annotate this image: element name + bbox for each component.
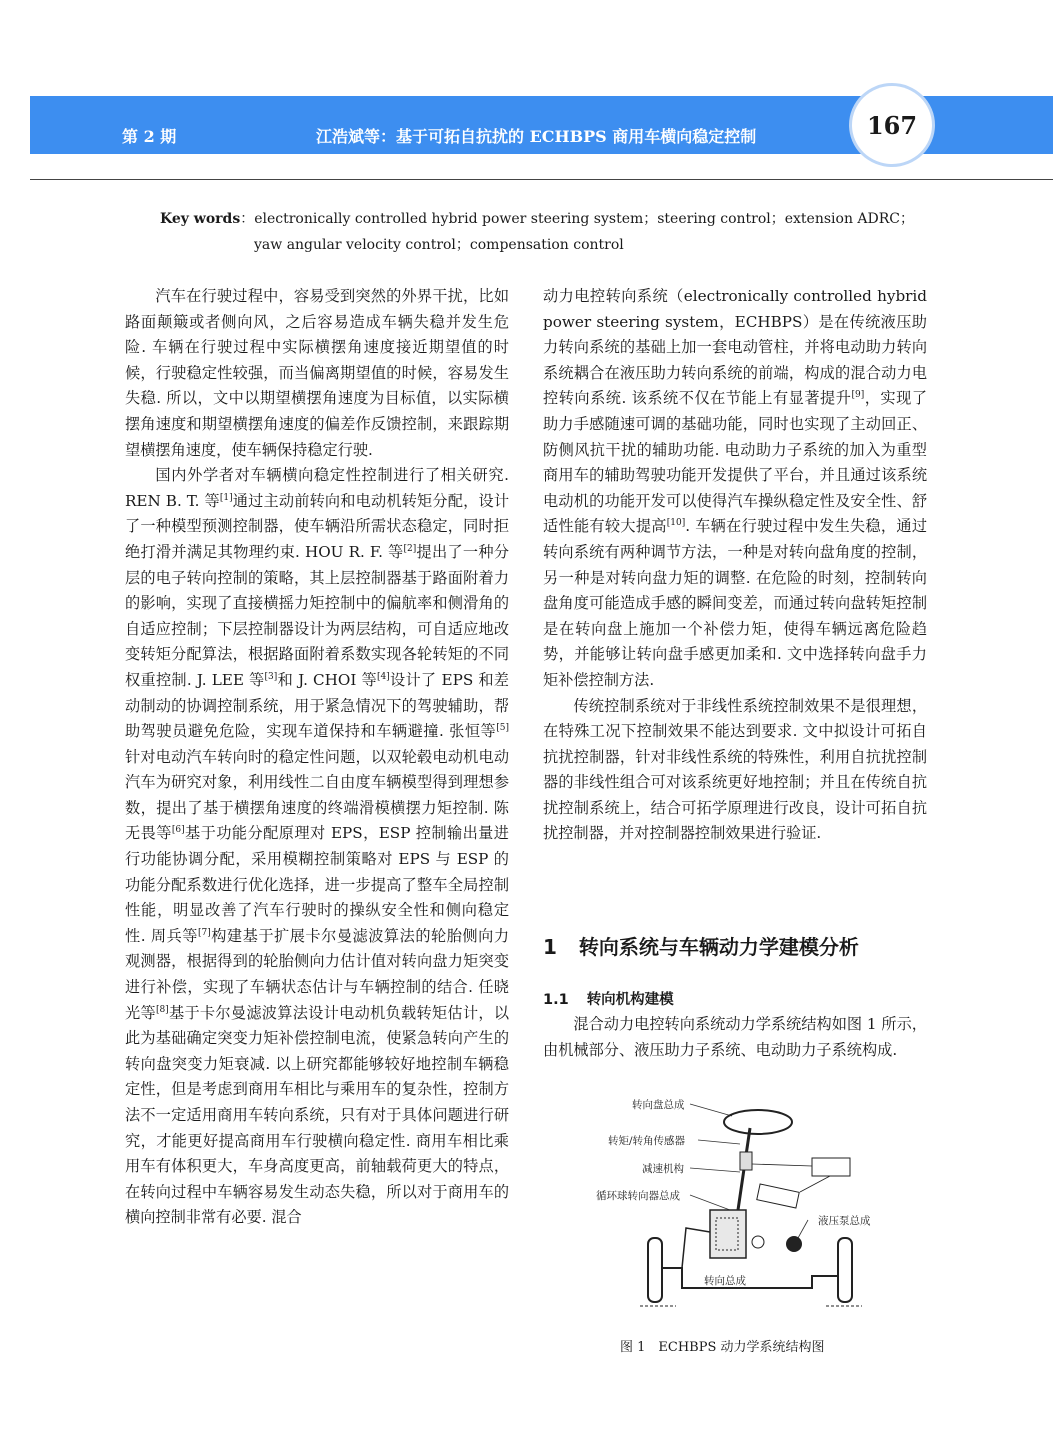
section-title: 转向系统与车辆动力学建模分析: [578, 935, 859, 959]
subsection-title: 转向机构建模: [586, 992, 674, 1008]
left-column: [125, 284, 509, 1231]
sensor-block: [740, 1152, 752, 1170]
label-gear: 循环球转向器总成: [596, 1190, 680, 1202]
signal-line: [800, 1176, 830, 1192]
tie-rod: [662, 1268, 838, 1288]
keywords-line2: yaw angular velocity control；compensation control: [254, 237, 624, 253]
citation[interactable]: [2]: [403, 543, 417, 554]
section-number: 1: [543, 935, 557, 959]
pitman-arm: [682, 1228, 710, 1268]
pump-shape: [786, 1236, 802, 1252]
label-pump: 液压泵总成: [818, 1215, 871, 1227]
citation[interactable]: [8]: [155, 1004, 169, 1015]
section-heading: [543, 931, 859, 960]
text-run: 和 J. CHOI 等: [277, 670, 377, 689]
text-run: 基于功能分配原理对 EPS，ESP 控制输出量进行功能协调分配，采用模糊控制策略对 EPS 与 ESP 的功能分配系数进行优化选择，进一步提高了整车全局控制性能，明显改善了汽车行驶时的操纵安全性和侧向稳定性. 周兵等: [125, 824, 509, 945]
system-diagram: [590, 1092, 890, 1324]
right-column: [543, 284, 927, 847]
text-run: 提出了一种分层的电子转向控制的策略，其上层控制器基于路面附着力的影响，实现了直接横摇力矩控制中的偏航率和侧滑角的自适应控制；下层控制器设计为两层结构，可自适应地改变转矩分配算法，根据路面附着系数实现各轮转矩的不同权重控制. J. LEE 等: [125, 542, 510, 689]
text-run: 设计了 EPS 和差动制动的协调控制系统，用于紧急情况下的驾驶辅助，帮助驾驶员避免危险，实现车道保持和车辆避撞. 张恒等: [125, 670, 509, 741]
citation[interactable]: [1]: [219, 492, 233, 503]
text-run: ，实现了助力手感随速可调的基础功能，同时也实现了主动回正、防侧风抗干扰的辅助功能. 电动助力子系统的加入为重型商用车的辅助驾驶功能开发提供了平台，并且通过该系统电动机的功能开发可以使得汽车操纵稳定性及安全性、舒适性能有较大提高: [543, 389, 927, 536]
issue-label: 第 2 期: [122, 127, 177, 146]
subsection-heading: [543, 988, 674, 1009]
figure-caption: 图 1 ECHBPS 动力学系统结构图: [620, 1340, 825, 1355]
citation[interactable]: [7]: [197, 927, 211, 938]
motor-box: [757, 1184, 799, 1208]
citation[interactable]: [3]: [264, 671, 278, 682]
leader-lines: [690, 1104, 808, 1238]
paragraph: [125, 463, 509, 1231]
header-rule: [30, 179, 1053, 180]
ecu-box: [812, 1158, 850, 1176]
text-run: . 车辆在行驶过程中发生失稳，通过转向系统有两种调节方法，一种是对转向盘角度的控制，另一种是对转向盘力矩的调整. 在危险的时刻，控制转向盘角度可能造成手感的瞬间变差，而通过转向盘转矩控制是在转向盘上施加一个补偿力矩，使得车辆远离危险趋势，并能够让转向盘手感更加柔和. 文中选择转向盘手力矩补偿控制方法.: [543, 517, 928, 689]
label-steering-wheel: 转向盘总成: [632, 1099, 685, 1111]
text-run: 基于卡尔曼滤波算法设计电动机负载转矩估计，以此为基础确定突变力矩补偿控制电流，使紧急转向产生的转向盘突变力矩衰减. 以上研究都能够较好地控制车辆稳定性，但是考虑到商用车相比与乘用车的复杂性，控制方法不一定适用商用车转向系统，只有对于具体问题进行研究，才能更好提高商用车行驶横向稳定性. 商用车相比乘用车有体积更大，车身高度更高，前轴载荷更大的特点，在转向过程中车辆容易发生动态失稳，所以对于商用车的横向控制非常有必要. 混合: [125, 1003, 509, 1227]
right-column-lower: [543, 1012, 927, 1063]
subsection-number: 1.1: [543, 992, 569, 1008]
running-title: 江浩斌等：基于可拓自抗扰的 ECHBPS 商用车横向稳定控制: [316, 127, 757, 146]
label-reducer: 减速机构: [642, 1163, 684, 1175]
label-torque-sensor: 转矩/转角传感器: [608, 1135, 686, 1147]
keywords-label: Key words: [160, 211, 241, 227]
paragraph: 汽车在行驶过程中，容易受到突然的外界干扰，比如路面颠簸或者侧向风，之后容易造成车辆失稳并发生危险. 车辆在行驶过程中实际横摆角速度接近期望值的时候，行驶稳定性较强，而当偏离期望值的时候，容易发生失稳. 所以，文中以期望横摆角速度为目标值，以实际横摆角速度和期望横摆角速度的偏差作反馈控制，来跟踪期望横摆角速度，使车辆保持稳定行驶.: [125, 287, 509, 459]
text-run: 构建基于扩展卡尔曼滤波算法的轮胎侧向力观测器，根据得到的轮胎侧向力估计值对转向盘力矩突变进行补偿，实现了车辆状态估计与车辆控制的结合. 任晓光等: [125, 926, 510, 1022]
text-run: 动力电控转向系统（electronically controlled hybrid power steering system，ECHBPS）是在传统液压助力转向系统的基础上加一套电动管柱，并将电动助力转向系统耦合在液压助力转向系统的前端，构成的混合动力电控转向系统. 该系统不仅在节能上有显著提升: [543, 287, 927, 408]
text-run: 通过主动前转向和电动机转矩分配，设计了一种模型预测控制器，使车辆沿所需状态稳定，同时拒绝打滑并满足其物理约束. HOU R. F. 等: [125, 491, 510, 561]
label-linkage: 转向总成: [704, 1275, 746, 1287]
right-wheel: [838, 1238, 852, 1302]
text-run: 国内外学者对车辆横向稳定性控制进行了相关研究. REN B. T. 等: [125, 466, 509, 510]
citation[interactable]: [9]: [851, 390, 865, 401]
page-number: 167: [852, 86, 932, 164]
citation[interactable]: [4]: [376, 671, 390, 682]
signal-line: [752, 1164, 812, 1166]
citation[interactable]: [6]: [171, 825, 185, 836]
steering-wheel-shape: [724, 1110, 792, 1134]
gear-box: [710, 1210, 746, 1258]
keywords: [160, 206, 920, 258]
keywords-line1: ：electronically controlled hybrid power steering system；steering control；extension ADRC；: [240, 211, 914, 227]
citation[interactable]: [5]: [496, 723, 509, 734]
valve: [752, 1236, 764, 1248]
paragraph: [543, 284, 927, 694]
paragraph: 混合动力电控转向系统动力学系统结构如图 1 所示，由机械部分、液压助力子系统、电动助力子系统构成.: [543, 1015, 927, 1059]
left-wheel: [648, 1238, 662, 1302]
paragraph: 传统控制系统对于非线性系统控制效果不是很理想，在特殊工况下控制效果不能达到要求. 文中拟设计可拓自抗扰控制器，针对非线性系统的特殊性，利用自抗扰控制器的非线性组合可对该系统更好地控制；并且在传统自抗扰控制系统上，结合可拓学原理进行改良，设计可拓自抗扰控制器，并对控制器控制效果进行验证.: [543, 696, 927, 843]
citation[interactable]: [10]: [666, 518, 686, 529]
text-run: 针对电动汽车转向时的稳定性问题，以双轮毂电动机电动汽车为研究对象，利用线性二自由度车辆模型得到理想参数，提出了基于横摆角速度的终端滑模横摆力矩控制. 陈无畏等: [125, 747, 509, 843]
